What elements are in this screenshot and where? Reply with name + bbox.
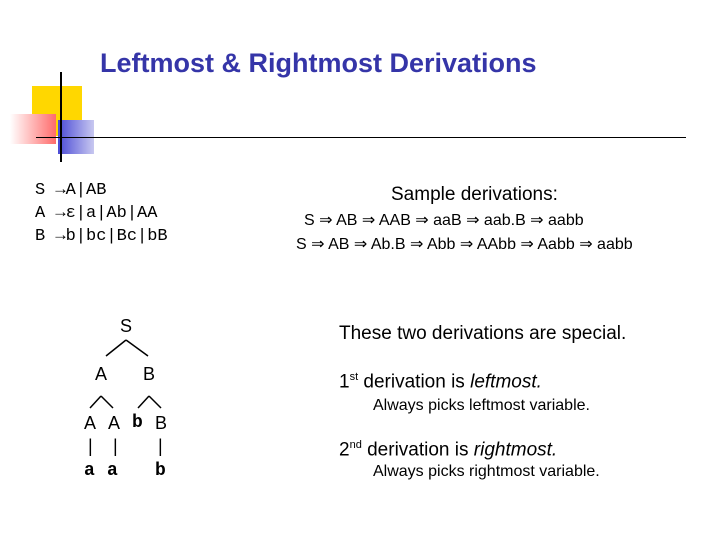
derivation-line: S ⇒ AB ⇒ Ab.B ⇒ Abb ⇒ AAbb ⇒ Aabb ⇒ aabb <box>296 236 633 253</box>
tree-leaf: a <box>84 461 95 481</box>
tree-node: B <box>155 413 168 433</box>
tree-bar: | <box>88 436 93 456</box>
special-note: These two derivations are special. <box>339 323 627 344</box>
grammar-rule: B →b|bc|Bc|bB <box>35 227 168 246</box>
tree-node: A <box>108 413 121 433</box>
first-derivation-detail: Always picks leftmost variable. <box>373 397 590 414</box>
grammar-rule: A →ε|a|Ab|AA <box>35 204 158 223</box>
tree-bar: | <box>113 436 118 456</box>
tree-node: A <box>95 364 108 384</box>
tree-bar: | <box>158 436 163 456</box>
tree-node-root: S <box>120 316 133 336</box>
second-derivation-note: 2nd derivation is rightmost. <box>339 439 558 461</box>
derivations-heading: Sample derivations: <box>391 184 558 205</box>
page-title: Leftmost & Rightmost Derivations <box>100 48 537 78</box>
first-derivation-note: 1st derivation is leftmost. <box>339 371 542 393</box>
tree-leaf: b <box>155 461 166 481</box>
rightmost-term: rightmost. <box>473 439 558 461</box>
tree-leaf: a <box>107 461 118 481</box>
leftmost-term: leftmost. <box>470 371 542 393</box>
grammar-rule: S →A|AB <box>35 181 107 200</box>
tree-node: B <box>143 364 156 384</box>
derivation-line: S ⇒ AB ⇒ AAB ⇒ aaB ⇒ aab.B ⇒ aabb <box>304 212 584 229</box>
tree-node: A <box>84 413 97 433</box>
tree-node: b <box>132 413 143 433</box>
second-derivation-detail: Always picks rightmost variable. <box>373 463 600 480</box>
